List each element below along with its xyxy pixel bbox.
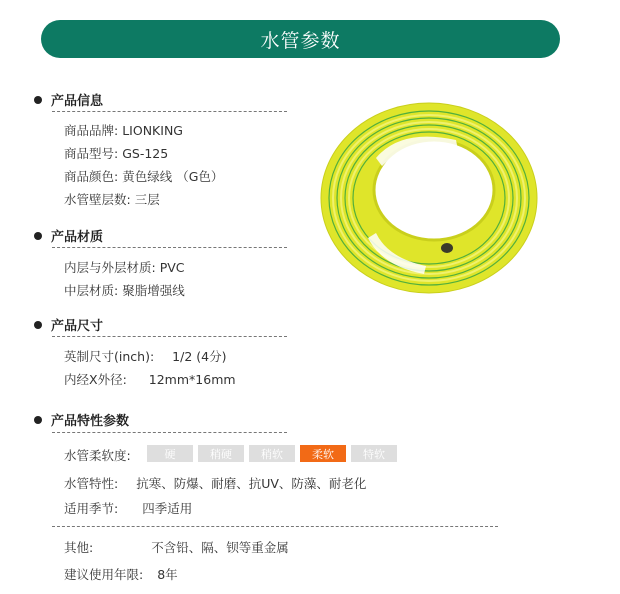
- material-row-inner: [64, 258, 185, 276]
- row-value: 12mm*16mm: [148, 372, 236, 387]
- divider: [52, 247, 287, 248]
- row-label: 建议使用年限:: [64, 567, 144, 582]
- row-label: 商品型号:: [64, 146, 119, 161]
- row-label: 内经X外径:: [64, 372, 127, 387]
- row-label: 适用季节:: [64, 501, 119, 516]
- row-value: 三层: [134, 192, 160, 207]
- softness-level-soft: 柔软: [300, 445, 346, 462]
- softness-label: 水管柔软度:: [64, 448, 131, 463]
- row-label: 商品颜色:: [64, 169, 119, 184]
- section-title-info: 产品信息: [51, 94, 104, 109]
- row-value: 不含铅、隔、钡等重金属: [151, 540, 289, 555]
- row-label: 其他:: [64, 540, 94, 555]
- info-row-model: [64, 144, 168, 162]
- row-label: 中层材质:: [64, 283, 119, 298]
- softness-level-slightly-soft: 稍软: [249, 445, 295, 462]
- row-value: 聚脂增强线: [122, 283, 185, 298]
- info-row-layers: [64, 190, 160, 208]
- divider: [52, 526, 498, 527]
- section-features: [34, 410, 129, 429]
- other-row-metals: [64, 538, 289, 556]
- section-size: [34, 315, 103, 334]
- softness-level-extra-soft: 特软: [351, 445, 397, 462]
- row-label: 水管壁层数:: [64, 192, 131, 207]
- material-row-middle: [64, 281, 185, 299]
- page-title: 水管参数: [260, 29, 341, 52]
- size-row-diameter: [64, 370, 236, 388]
- features-row-traits: [64, 474, 366, 492]
- row-value: LIONKING: [122, 123, 183, 138]
- section-title-size: 产品尺寸: [51, 319, 104, 334]
- section-title-material: 产品材质: [51, 230, 104, 245]
- section-title-features: 产品特性参数: [51, 414, 130, 429]
- row-value: PVC: [159, 260, 185, 275]
- row-value: GS-125: [122, 146, 169, 161]
- section-material: [34, 226, 103, 245]
- info-row-brand: [64, 121, 183, 139]
- size-row-inch: [64, 347, 226, 365]
- row-value: 8年: [157, 567, 178, 582]
- divider: [52, 432, 287, 433]
- row-value: 1/2 (4分): [172, 349, 227, 364]
- header-banner: [41, 20, 560, 58]
- divider: [52, 336, 287, 337]
- row-label: 内层与外层材质:: [64, 260, 156, 275]
- row-label: 水管特性:: [64, 476, 119, 491]
- softness-scale: [147, 445, 402, 462]
- hose-end: [441, 243, 453, 253]
- row-value: 抗寒、防爆、耐磨、抗UV、防藻、耐老化: [136, 476, 367, 491]
- info-row-color: [64, 167, 223, 185]
- row-label: 商品品牌:: [64, 123, 119, 138]
- softness-level-hard: 硬: [147, 445, 193, 462]
- features-row-season: [64, 499, 192, 517]
- hose-coil-image: [316, 98, 542, 298]
- bullet-icon: [34, 232, 42, 240]
- softness-level-slightly-hard: 稍硬: [198, 445, 244, 462]
- row-value: 四季适用: [142, 501, 193, 516]
- section-product-info: [34, 90, 103, 109]
- row-value: 黄色绿线 （G色）: [122, 169, 224, 184]
- bullet-icon: [34, 321, 42, 329]
- row-label: 英制尺寸(inch):: [64, 349, 155, 364]
- bullet-icon: [34, 96, 42, 104]
- other-row-lifespan: [64, 565, 178, 583]
- bullet-icon: [34, 416, 42, 424]
- divider: [52, 111, 287, 112]
